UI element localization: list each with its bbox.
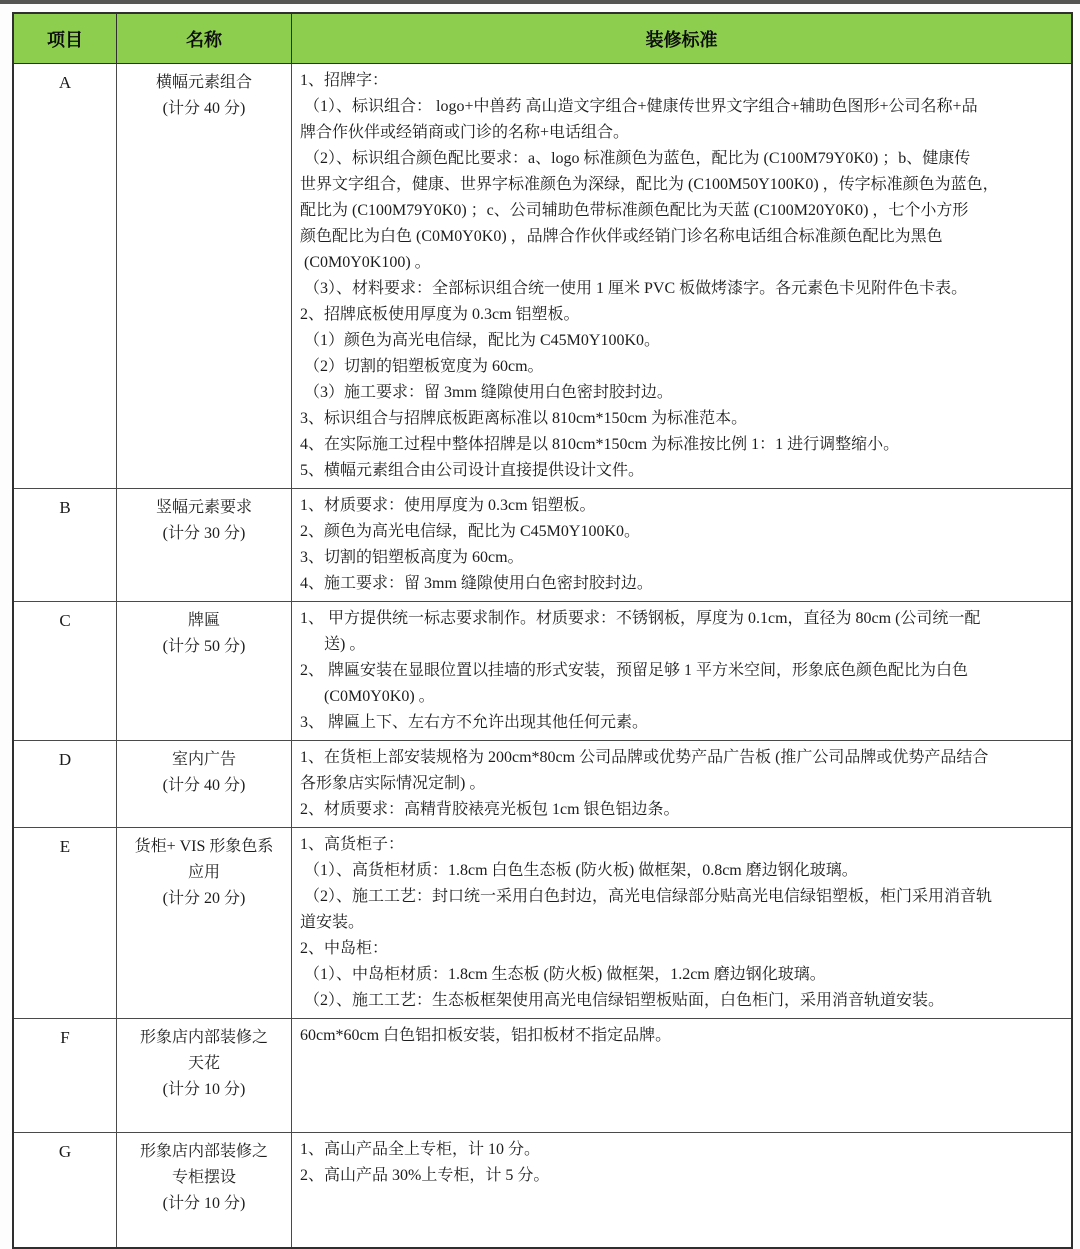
standard-line: (C0M0Y0K100) 。	[300, 254, 431, 271]
standard-cell	[292, 1133, 1071, 1247]
table-row	[14, 489, 1071, 602]
standard-line: 3、 牌匾上下、左右方不允许出现其他任何元素。	[300, 714, 649, 731]
standard-cell	[292, 741, 1071, 827]
name-line: 横幅元素组合	[155, 74, 252, 91]
standard-line: （2）切割的铝塑板宽度为 60cm。	[300, 358, 544, 375]
item-cell: A	[14, 64, 117, 488]
standard-line: 颜色配比为白色 (C0M0Y0K0) ，品牌合作伙伴或经销门诊名称电话组合标准颜色配比为黑色	[300, 228, 943, 245]
name-cell	[117, 1133, 292, 1247]
table-row	[14, 64, 1071, 489]
standard-line: （2）、标识组合颜色配比要求：a、logo 标准颜色为蓝色，配比为 (C100M79Y0K0) ；b、健康传	[300, 150, 971, 167]
standard-cell	[292, 828, 1071, 1018]
standard-line: 1、高山产品全上专柜，计 10 分。	[300, 1141, 541, 1158]
page-top-edge	[0, 0, 1080, 4]
standard-line: （1）、标识组合： logo+中兽药 高山造文字组合+健康传世界文字组合+辅助色图形+公司名称+品	[300, 98, 978, 115]
standard-line: 1、招牌字：	[300, 72, 389, 89]
standard-line: （1）、高货柜材质：1.8cm 白色生态板 (防火板) 做框架，0.8cm 磨边钢化玻璃。	[300, 862, 858, 879]
item-cell: D	[14, 741, 117, 827]
standard-line: 2、颜色为高光电信绿，配比为 C45M0Y100K0。	[300, 523, 641, 540]
name-line: (计分 40 分)	[162, 100, 246, 117]
name-cell	[117, 489, 292, 601]
standard-line: 60cm*60cm 白色铝扣板安装，铝扣板材不指定品牌。	[300, 1027, 672, 1044]
name-line: (计分 40 分)	[162, 777, 246, 794]
name-line: 竖幅元素要求	[155, 499, 252, 516]
column-header-standard: 装修标准	[645, 29, 718, 50]
standard-line: 2、高山产品 30%上专柜，计 5 分。	[300, 1167, 550, 1184]
table-header-row	[14, 14, 1071, 64]
standard-line: 1、在货柜上部安装规格为 200cm*80cm 公司品牌或优势产品广告板 (推广公司品牌或优势产品结合	[300, 749, 989, 766]
standard-cell	[292, 489, 1071, 601]
name-line: (计分 10 分)	[162, 1081, 246, 1098]
decoration-standard-table	[12, 12, 1073, 1249]
standard-line: （3）、材料要求：全部标识组合统一使用 1 厘米 PVC 板做烤漆字。各元素色卡见附件色卡表。	[300, 280, 968, 297]
standard-line: 3、切割的铝塑板高度为 60cm。	[300, 549, 524, 566]
name-cell	[117, 64, 292, 488]
name-line: 牌匾	[187, 612, 220, 629]
standard-line: 2、材质要求：高精背胶裱亮光板包 1cm 银色铝边条。	[300, 801, 680, 818]
standard-line: 送) 。	[300, 636, 366, 653]
name-cell	[117, 1019, 292, 1132]
name-line: 形象店内部装修之	[139, 1029, 268, 1046]
standard-line: （1）、中岛柜材质：1.8cm 生态板 (防火板) 做框架，1.2cm 磨边钢化玻璃。	[300, 966, 826, 983]
table-body	[14, 64, 1071, 1247]
name-line: 室内广告	[171, 751, 236, 768]
standard-line: 3、标识组合与招牌底板距离标准以 810cm*150cm 为标准范本。	[300, 410, 748, 427]
table-row	[14, 828, 1071, 1019]
item-cell: G	[14, 1133, 117, 1247]
standard-line: 4、在实际施工过程中整体招牌是以 810cm*150cm 为标准按比例 1：1 进行调整缩小。	[300, 436, 900, 453]
name-cell	[117, 602, 292, 740]
table-row	[14, 1019, 1071, 1133]
name-line: (计分 30 分)	[162, 525, 246, 542]
name-cell	[117, 828, 292, 1018]
table-row	[14, 602, 1071, 741]
standard-line: 4、施工要求：留 3mm 缝隙使用白色密封胶封边。	[300, 575, 653, 592]
standard-line: 2、招牌底板使用厚度为 0.3cm 铝塑板。	[300, 306, 580, 323]
standard-line: 1、高货柜子：	[300, 836, 405, 853]
name-line: 形象店内部装修之	[139, 1143, 268, 1160]
name-line: (计分 10 分)	[162, 1195, 246, 1212]
standard-line: （2）、施工工艺：封口统一采用白色封边，高光电信绿部分贴高光电信绿铝塑板，柜门采用消音轨	[300, 888, 993, 905]
standard-line: 各形象店实际情况定制) 。	[300, 775, 486, 792]
standard-line: （3）施工要求：留 3mm 缝隙使用白色密封胶封边。	[300, 384, 673, 401]
table-row	[14, 741, 1071, 828]
standard-line: 1、材质要求：使用厚度为 0.3cm 铝塑板。	[300, 497, 596, 514]
standard-cell	[292, 64, 1071, 488]
item-cell: E	[14, 828, 117, 1018]
name-line: 天花	[187, 1055, 220, 1072]
standard-line: 世界文字组合，健康、世界字标准颜色为深绿，配比为 (C100M50Y100K0) ，传字标准颜色为蓝色，	[300, 176, 999, 193]
standard-cell	[292, 1019, 1071, 1132]
column-header-name: 名称	[117, 14, 292, 63]
standard-line: 5、横幅元素组合由公司设计直接提供设计文件。	[300, 462, 645, 479]
item-cell: C	[14, 602, 117, 740]
column-header-item: 项目	[14, 14, 117, 63]
standard-line: （2）、施工工艺：生态板框架使用高光电信绿铝塑板贴面，白色柜门，采用消音轨道安装。	[300, 992, 945, 1009]
standard-line: （1）颜色为高光电信绿，配比为 C45M0Y100K0。	[300, 332, 661, 349]
standard-line: 牌合作伙伴或经销商或门诊的名称+电话组合。	[300, 124, 630, 141]
standard-line: (C0M0Y0K0) 。	[300, 688, 435, 705]
standard-line: 1、 甲方提供统一标志要求制作。材质要求：不锈钢板，厚度为 0.1cm，直径为 80cm (公司统一配	[300, 610, 981, 627]
standard-line: 2、中岛柜：	[300, 940, 389, 957]
name-line: 货柜+ VIS 形象色系	[134, 838, 274, 855]
name-line: (计分 50 分)	[162, 638, 246, 655]
name-line: 专柜摆设	[171, 1169, 236, 1186]
name-cell	[117, 741, 292, 827]
standard-cell	[292, 602, 1071, 740]
item-cell: B	[14, 489, 117, 601]
standard-line: 道安装。	[300, 914, 365, 931]
name-line: 应用	[187, 864, 220, 881]
standard-line: 2、 牌匾安装在显眼位置以挂墙的形式安装，预留足够 1 平方米空间，形象底色颜色配比为白色	[300, 662, 969, 679]
table-row	[14, 1133, 1071, 1247]
name-line: (计分 20 分)	[162, 890, 246, 907]
item-cell: F	[14, 1019, 117, 1132]
standard-line: 配比为 (C100M79Y0K0) ；c、公司辅助色带标准颜色配比为天蓝 (C100M20Y0K0) ，七个小方形	[300, 202, 969, 219]
